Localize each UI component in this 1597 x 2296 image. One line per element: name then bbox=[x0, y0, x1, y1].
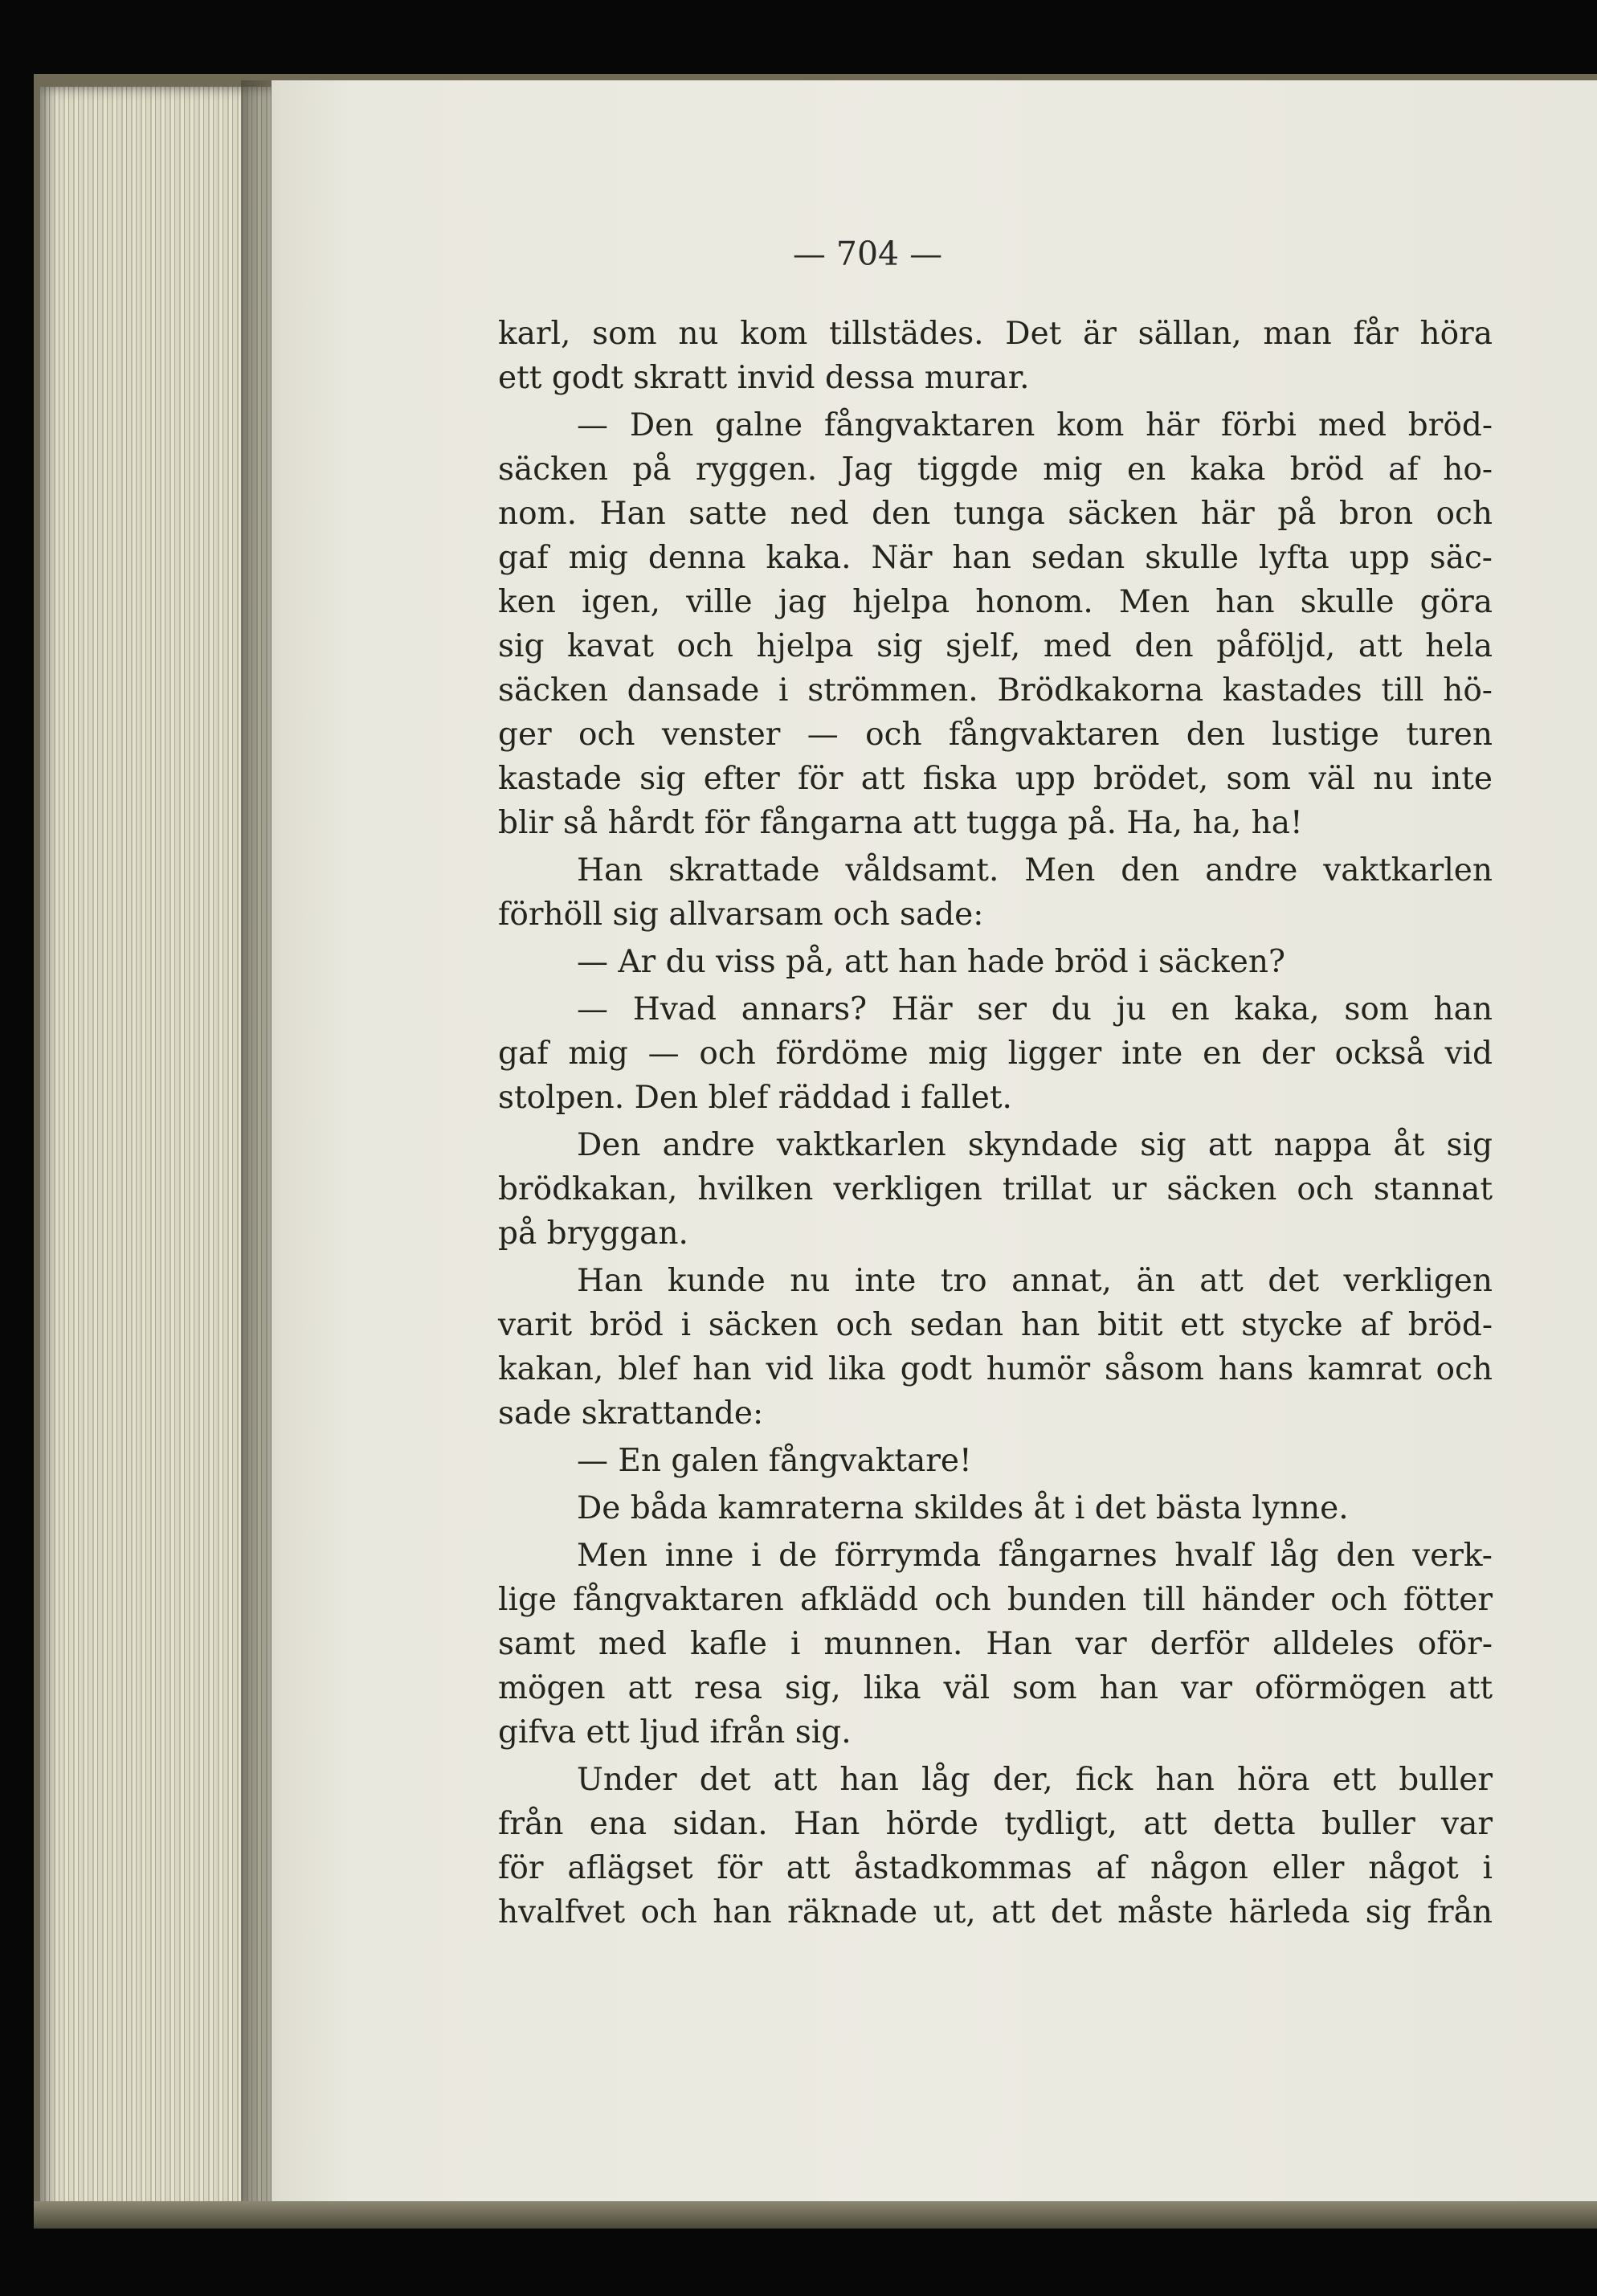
text-line: från ena sidan. Han hörde tydligt, att detta buller var bbox=[498, 1806, 1493, 1842]
text-line: stolpen. Den blef räddad i fallet. bbox=[498, 1080, 1012, 1116]
text-line: säcken dansade i strömmen. Brödkakorna kastades till hö- bbox=[498, 672, 1493, 709]
text-line: — Den galne fångvaktaren kom här förbi med bröd- bbox=[577, 407, 1493, 443]
paragraph bbox=[498, 403, 1493, 845]
paragraph bbox=[498, 1123, 1493, 1256]
text-line: sade skrattande: bbox=[498, 1395, 764, 1432]
text-line: Men inne i de förrymda fångarnes hvalf låg den verk- bbox=[577, 1538, 1493, 1574]
text-line: brödkakan, hvilken verkligen trillat ur säcken och stannat bbox=[498, 1171, 1493, 1207]
text-line: Den andre vaktkarlen skyndade sig att nappa åt sig bbox=[577, 1127, 1493, 1163]
text-line: ger och venster — och fångvaktaren den lustige turen bbox=[498, 717, 1493, 753]
paragraph bbox=[498, 1758, 1493, 1934]
text-line: De båda kamraterna skildes åt i det bästa lynne. bbox=[577, 1490, 1349, 1526]
paragraph bbox=[498, 1486, 1493, 1530]
text-line: — Hvad annars? Här ser du ju en kaka, som han bbox=[577, 991, 1493, 1027]
text-line: gaf mig — och fördöme mig ligger inte en der också vid bbox=[498, 1036, 1493, 1072]
text-line: sig kavat och hjelpa sig sjelf, med den påföljd, att hela bbox=[498, 628, 1493, 664]
text-line: nom. Han satte ned den tunga säcken här på bron och bbox=[498, 496, 1493, 532]
text-line: kastade sig efter för att fiska upp brödet, som väl nu inte bbox=[498, 761, 1493, 797]
text-line: på bryggan. bbox=[498, 1215, 688, 1252]
text-line: Han kunde nu inte tro annat, än att det verkligen bbox=[577, 1263, 1493, 1299]
paragraph bbox=[498, 1534, 1493, 1755]
text-line: blir så hårdt för fångarna att tugga på. Ha, ha, ha! bbox=[498, 805, 1303, 841]
text-line: — Ar du viss på, att han hade bröd i säcken? bbox=[577, 944, 1285, 980]
text-line: hvalfvet och han räknade ut, att det måste härleda sig från bbox=[498, 1894, 1493, 1930]
text-line: förhöll sig allvarsam och sade: bbox=[498, 897, 984, 933]
paragraph bbox=[498, 940, 1493, 984]
body-text bbox=[498, 312, 1493, 1938]
text-line: gifva ett ljud ifrån sig. bbox=[498, 1714, 852, 1751]
text-line: gaf mig denna kaka. När han sedan skulle lyfta upp säc- bbox=[498, 540, 1493, 576]
text-line: varit bröd i säcken och sedan han bitit ett stycke af bröd- bbox=[498, 1307, 1493, 1343]
paragraph bbox=[498, 312, 1493, 400]
text-line: samt med kafle i munnen. Han var derför alldeles oför- bbox=[498, 1626, 1493, 1662]
text-line: säcken på ryggen. Jag tiggde mig en kaka bröd af ho- bbox=[498, 451, 1493, 488]
book-bottom-edge bbox=[34, 2201, 1597, 2229]
page-number: — 704 — bbox=[792, 235, 943, 273]
text-line: kakan, blef han vid lika godt humör såsom hans kamrat och bbox=[498, 1351, 1493, 1387]
paragraph bbox=[498, 1439, 1493, 1483]
text-line: ken igen, ville jag hjelpa honom. Men han skulle göra bbox=[498, 584, 1493, 620]
text-line: lige fångvaktaren afklädd och bunden till händer och fötter bbox=[498, 1582, 1493, 1618]
text-line: karl, som nu kom tillstädes. Det är sällan, man får höra bbox=[498, 316, 1493, 352]
paragraph bbox=[498, 987, 1493, 1120]
paragraph bbox=[498, 1259, 1493, 1436]
text-line: — En galen fångvaktare! bbox=[577, 1443, 972, 1479]
text-line: för aflägset för att åstadkommas af någon eller något i bbox=[498, 1850, 1493, 1886]
text-line: ett godt skratt invid dessa murar. bbox=[498, 360, 1030, 396]
text-line: Han skrattade våldsamt. Men den andre vaktkarlen bbox=[577, 852, 1493, 889]
text-line: Under det att han låg der, fick han höra ett buller bbox=[577, 1762, 1493, 1798]
text-line: mögen att resa sig, lika väl som han var oförmögen att bbox=[498, 1670, 1493, 1706]
paragraph bbox=[498, 848, 1493, 937]
